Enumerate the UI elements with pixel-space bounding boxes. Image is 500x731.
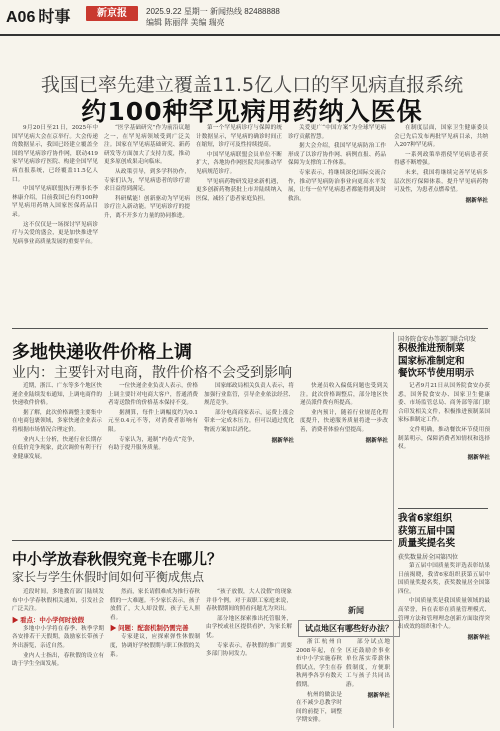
lead-column (196, 124, 282, 322)
lead-paragraph: 据新华社 (465, 197, 488, 204)
right1-paragraph: 记者9月21日从国务院食安办获悉，国务院食安办、国家卫生健康委、市场监管总局、商务部等部门联合印发相关文件，积极推进预制菜国家标准制定工作。 (398, 383, 490, 424)
right1-headline-line: 国家标准制定和 (398, 355, 465, 367)
story3-paragraph: 多地中小学将在春季、秋季学期各安排若干天假期，鼓励家长带孩子外出游览，亲近自然。 (12, 625, 104, 649)
lead-column (104, 124, 190, 322)
story2-paragraph: 据新华社 (271, 437, 294, 444)
story2-paragraph: 据测算，每件上调幅度约为0.1元至0.4元不等，对消费者影响有限。 (108, 409, 198, 433)
lead-paragraph: 科研赋能！创新驱动为罕见病诊疗注入新动能。罕见病诊疗的提升，离不开多方力量的协同推进。 (104, 195, 190, 219)
lead-paragraph: 从政策引导，到多学科协作，专家们认为，罕见病患者的诊疗需求日益得到满足。 (104, 168, 190, 193)
lead-paragraph: 9月20日至21日，2025年中国罕见病大会在京举行。大会传递的数据显示，我国已经建立覆盖全国的罕见病诊疗协作网，联动419家罕见病诊疗医院、构建全国罕见病直报系统，已经覆盖11.5亿人口。 (12, 125, 98, 183)
story2-paragraph: 一位快递企业负责人表示，价格上调主要针对电商大客户，普通消费者寄送散件的价格基本保持不变。 (108, 383, 198, 407)
issue-date: 2025.9.22 星期一 新闻热线 82488888 (146, 7, 280, 16)
story3-box-paragraph: 据新华社 (367, 692, 390, 699)
story3-box-paragraph: 杭州的做法是在不减少总教学时间的前提下，调整学期安排。 (296, 691, 342, 724)
story3-box-title: 试点地区有哪些好办法？ (298, 620, 400, 637)
story3-paragraph: 专家建议，应探索弹性休假制度，协调好学校假期与职工休假的关系。 (110, 634, 200, 658)
masthead (0, 0, 500, 36)
story3-paragraph: ▶ 问题：配套机制仍需完善 (110, 625, 189, 633)
story3-column (110, 588, 200, 726)
right1-kicker: 国务院食安办等部门联合印发 (398, 336, 477, 343)
story3-paragraph: 业内人士指出，春秋假的设立有助于学生全面发展。 (12, 652, 104, 668)
lead-paragraph: 据大会介绍，我国罕见病防治工作形成了以诊疗协作网、病例直报、药品保障为支撑的工作体系。 (288, 143, 386, 167)
lead-paragraph: “医学基础研究”作为前沿议题之一，在罕见病领域受到广泛关注。国家在罕见病基础研究、新药研发等方面加大了支持力度，推动更多原创成果走向临床。 (104, 125, 190, 166)
right1-paragraph: 文件明确，推动餐饮环节使用预制菜明示，保障消费者知情权和选择权。 (398, 426, 490, 451)
lead-column (394, 124, 488, 322)
story2-paragraph: 专家认为，遏制“内卷式”竞争，有助于提升服务质量。 (108, 436, 198, 452)
right2-column (398, 562, 490, 726)
right1-headline (398, 343, 474, 381)
newspaper-logo: 新京报 (86, 6, 138, 21)
story3-column (206, 588, 292, 726)
story2-headline: 多地快递收件价格上调 (12, 342, 192, 363)
lead-column (288, 124, 386, 322)
story3-paragraph: ▶ 看点：中小学何时放假 (12, 616, 85, 624)
right2-headline (398, 513, 455, 551)
story3-paragraph: “孩子放假，大人没假”的现象并非个例。对于双职工家庭来说，春秋假期间的照看问题尤为突出。 (206, 589, 292, 613)
story2-paragraph: 国家邮政局相关负责人表示，将加强行业监管，引导企业依法经营、规范竞争。 (204, 383, 294, 407)
lead-paragraph: 这不仅仅是一场探讨罕见病诊疗与关爱的盛会，更是加快推进罕见病事业高质量发展的重要平台。 (12, 221, 98, 245)
story2-paragraph: 据了解，此次价格调整主要集中在电商包裹领域，多家快递企业表示将根据市场情况合理定价。 (12, 409, 102, 433)
divider (12, 328, 488, 329)
story3-box-label: 新闻 (348, 606, 364, 615)
right2-paragraph: 第五届中国质量奖评选表彰结果日前揭晓，我省6家组织获第五届中国质量奖提名奖，获奖数量居全国第四位。 (398, 563, 490, 595)
story3-box-column (296, 638, 342, 726)
story3-box-paragraph: 浙江杭州自2008年起，在全市中小学实施春秋假试点，学生在春秋两季各享有数天假期。 (296, 639, 342, 688)
lead-paragraph: 中国罕见病联盟执行理事长李林康介绍，目前我国已有约100种罕见病用药纳入国家医保药品目录。 (12, 186, 98, 218)
lead-column (12, 124, 98, 322)
divider (12, 540, 392, 541)
lead-paragraph: 专家表示，将继续深化国际交流合作，推动罕见病防治事业向更高水平发展，让每一位罕见病患者都能得到及时救治。 (288, 169, 386, 202)
right2-paragraph: 中国质量奖是我国质量领域的最高荣誉，旨在表彰在质量管理模式、管理方法和管理理念创新方面取得突出成效的组织和个人。 (398, 598, 490, 631)
right1-column (398, 382, 490, 504)
story2-paragraph: 部分电商商家表示，运费上涨会带来一定成本压力，但可以通过优化物流方案加以消化。 (204, 409, 294, 433)
story3-headline: 中小学放春秋假究竟卡在哪儿？ (12, 550, 223, 568)
story2-column (204, 382, 294, 534)
right1-paragraph: 据新华社 (467, 454, 490, 461)
lead-paragraph: 一系列政策举措使罕见病患者获得感不断增强。 (394, 151, 488, 167)
story3-box-paragraph: 部分试点地区还鼓励企事业单位落实带薪休假制度，方便职工与孩子共同出游。 (346, 639, 390, 688)
story3-paragraph: 近段时间，多地教育部门陆续发布中小学春秋假相关通知，引发社会广泛关注。 (12, 589, 104, 613)
lead-kicker: 我国已率先建立覆盖11.5亿人口的罕见病直报系统 (40, 74, 464, 96)
story2-paragraph: 据新华社 (365, 437, 388, 444)
section-name: 时事 (38, 9, 71, 26)
story3-column (12, 588, 104, 726)
lead-paragraph: 中国罕见病联盟会员单位不断扩大，各地协作网医院共同推动罕见病规范诊疗。 (196, 151, 282, 175)
lead-paragraph: 关爱更广“中国方案”为全球罕见病诊疗贡献智慧。 (288, 125, 386, 140)
page-number: A06 时事 (6, 9, 71, 26)
story2-column (108, 382, 198, 534)
story2-paragraph: 业内人士分析，快递行业长期存在低价竞争现象，此次调价有利于行业健康发展。 (12, 436, 102, 460)
lead-paragraph: 第一个罕见病诊疗与保障的统计数据显示，罕见病的确诊时间正在缩短，诊疗可及性持续提高。 (196, 125, 282, 149)
lead-paragraph: 未来，我国将继续完善罕见病多层次医疗保障体系，提升罕见病药物可及性，为患者点燃希望。 (394, 169, 488, 194)
story2-column (300, 382, 388, 534)
right2-deck: 获奖数量居全国第四位 (398, 554, 459, 561)
divider (398, 508, 488, 509)
story2-deck: 业内：主要针对电商，散件价格不会受到影响 (12, 365, 292, 381)
story3-deck: 家长与学生休假时间如何平衡成焦点 (12, 570, 205, 584)
story3-paragraph: 专家表示，春秋假的推广需要多部门协同发力。 (206, 642, 292, 658)
story2-column (12, 382, 102, 534)
right2-headline-line: 获第五届中国 (398, 525, 456, 537)
issue-meta (146, 6, 280, 28)
right1-headline-line: 餐饮环节使用明示 (398, 368, 475, 379)
right2-headline-line: 质量奖提名奖 (398, 538, 456, 549)
story3-paragraph: 部分地区探索推出托管服务，由学校或社区提供看护，为家长解忧。 (206, 615, 292, 639)
story2-paragraph: 近期，浙江、广东等多个地区快递企业陆续发布通知，上调电商件的快递收件价格。 (12, 383, 102, 407)
right2-paragraph: 据新华社 (467, 634, 490, 641)
story3-box-column (346, 638, 390, 726)
column-rule (393, 332, 394, 728)
right1-headline-line: 积极推进预制菜 (398, 343, 465, 354)
lead-paragraph: 罕见病药物研发迎来新机遇，更多创新药物获批上市并陆续纳入医保，减轻了患者家庭负担。 (196, 178, 282, 202)
lead-headline: 约100种罕见病用药纳入医保 (81, 97, 423, 126)
right2-headline-line: 我省6家组织 (398, 513, 453, 524)
story3-paragraph: 然而，家长请假难成为推行春秋假的一大难题。不少家长表示，孩子放假了，大人却没假，孩子无人照看。 (110, 589, 200, 621)
story2-paragraph: 快递员收入偏低问题也受到关注。此次价格调整后，部分地区快递员派件费有所提高。 (300, 383, 388, 407)
story2-paragraph: 业内预计，随着行业规范化程度提升，快递服务质量将进一步改善，消费者体验有望提高。 (300, 409, 388, 433)
issue-editor: 编辑 陈丽萍 美编 瑞亮 (146, 18, 225, 27)
lead-paragraph: 在制度层面，国家卫生健康委员会已先后发布两批罕见病目录，共纳入207种罕见病。 (394, 125, 488, 149)
